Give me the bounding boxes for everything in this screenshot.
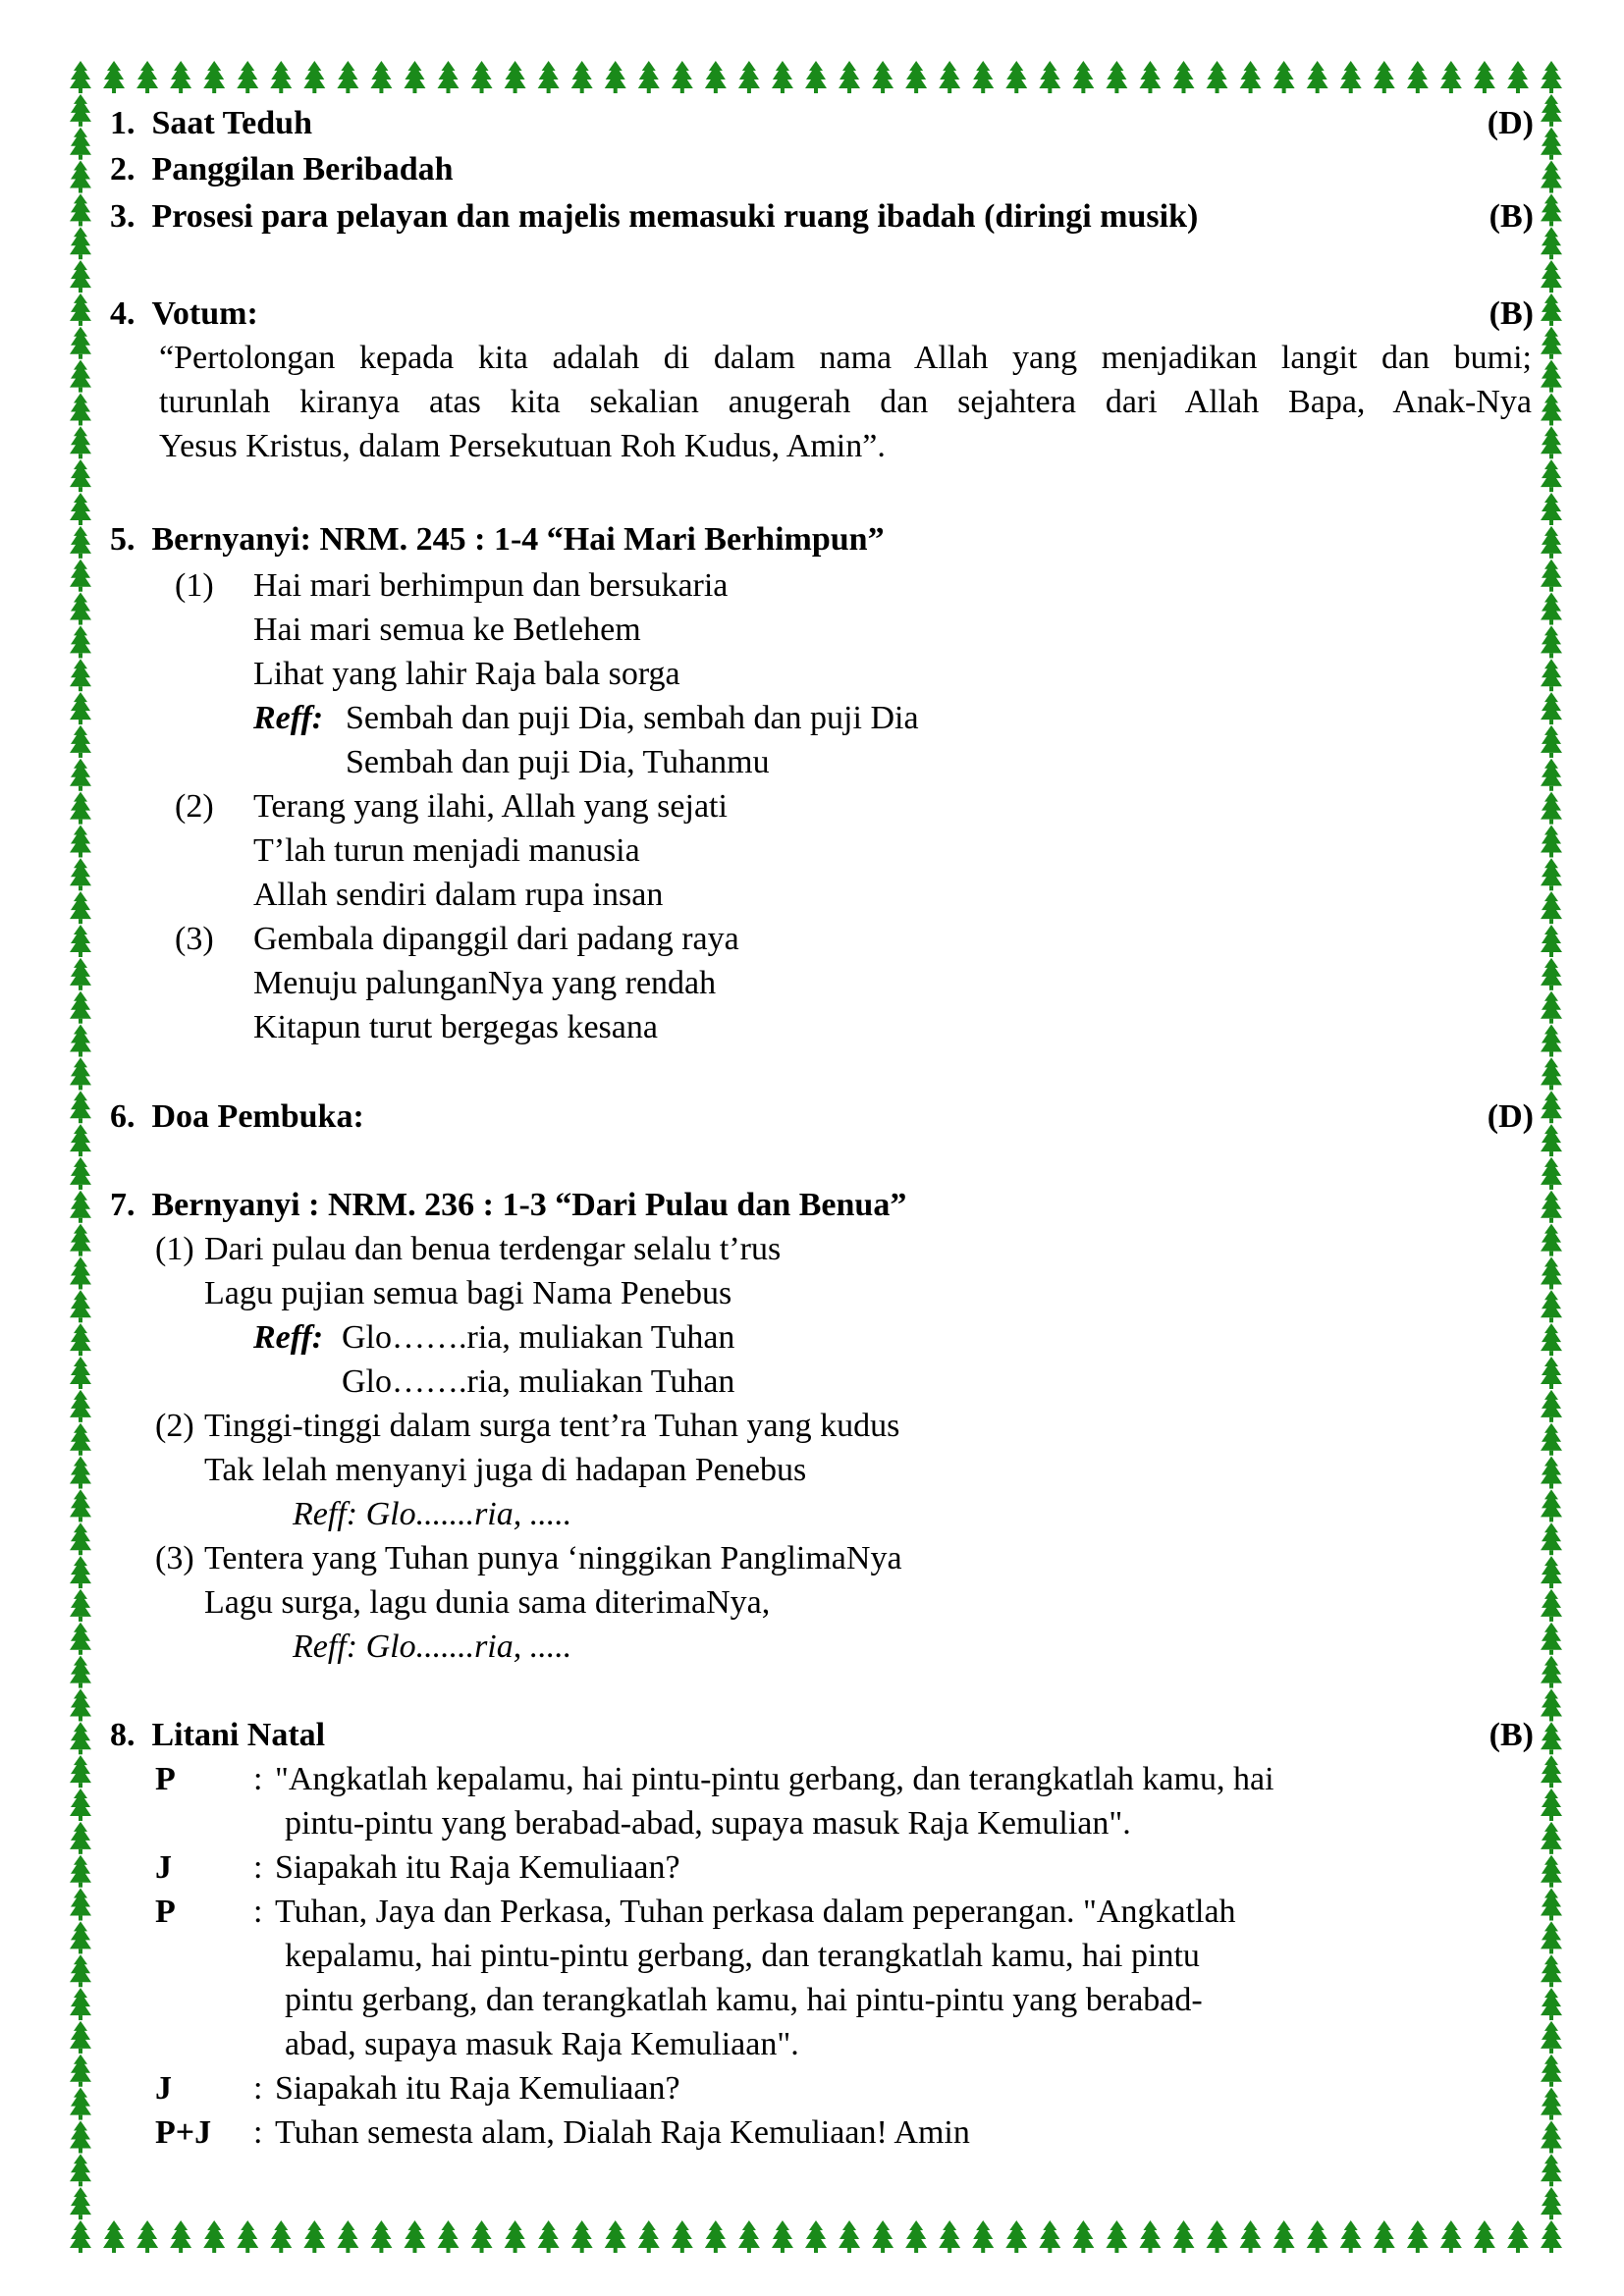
tree-icon (70, 692, 91, 724)
litany-colon: : (253, 1761, 263, 1797)
tree-icon (1139, 2220, 1161, 2253)
tree-icon (170, 61, 191, 93)
tree-icon (70, 2187, 91, 2219)
verse-number: (1) (155, 1231, 194, 1267)
tree-icon (1541, 2055, 1562, 2087)
tree-icon (70, 1623, 91, 1655)
litany-colon: : (253, 1849, 263, 1886)
tree-icon (1541, 1390, 1562, 1422)
tree-icon (70, 1954, 91, 1987)
tree-icon (1139, 61, 1161, 93)
tree-icon (1541, 925, 1562, 957)
item-3 (110, 197, 1198, 237)
tree-icon (270, 61, 292, 93)
tree-icon (70, 1988, 91, 2020)
tree-icon (705, 61, 727, 93)
tree-icon (1541, 659, 1562, 691)
tree-icon (103, 61, 125, 93)
tree-icon (70, 891, 91, 924)
lyric-line: Hai mari berhimpun dan bersukaria (253, 567, 729, 604)
tree-icon (872, 2220, 893, 2253)
tree-icon (1307, 2220, 1328, 2253)
lyric-line: Hai mari semua ke Betlehem (253, 612, 641, 648)
tree-icon (1541, 2154, 1562, 2186)
tree-icon (70, 991, 91, 1024)
tree-icon (1273, 61, 1295, 93)
tree-icon (1541, 426, 1562, 458)
tree-icon (1507, 61, 1529, 93)
tree-icon (1541, 1091, 1562, 1123)
tree-icon (1541, 1224, 1562, 1256)
litany-line: kepalamu, hai pintu-pintu gerbang, dan terangkatlah kamu, hai pintu (285, 1938, 1200, 1974)
tree-icon (1541, 193, 1562, 226)
tree-icon (1541, 958, 1562, 990)
reff-label: Reff: (253, 1319, 324, 1356)
tree-icon (70, 925, 91, 957)
tree-icon (438, 61, 460, 93)
item-2 (110, 150, 454, 189)
tree-icon (972, 2220, 994, 2253)
tree-icon (505, 2220, 526, 2253)
tree-icon (1541, 1722, 1562, 1754)
tree-icon (1541, 61, 1562, 93)
item-5 (110, 520, 885, 560)
tree-icon (70, 1357, 91, 1389)
tree-icon (1541, 1988, 1562, 2020)
tree-icon (905, 2220, 927, 2253)
tree-icon (1541, 625, 1562, 658)
tree-icon (70, 759, 91, 791)
tree-icon (70, 161, 91, 193)
tree-icon (70, 360, 91, 393)
tree-icon (1039, 2220, 1060, 2253)
tree-icon (70, 1656, 91, 1688)
tree-icon (1440, 2220, 1462, 2253)
tree-icon (70, 2055, 91, 2087)
tree-icon (772, 61, 793, 93)
tree-icon (70, 1688, 91, 1721)
tree-icon (1541, 991, 1562, 1024)
tree-icon (1240, 2220, 1262, 2253)
tree-icon (103, 2220, 125, 2253)
tree-icon (1541, 1124, 1562, 1156)
item-title: Votum: (151, 295, 258, 332)
lyric-line: T’lah turun menjadi manusia (253, 832, 640, 869)
litany-line: "Angkatlah kepalamu, hai pintu-pintu gerbang, dan terangkatlah kamu, hai (275, 1761, 1274, 1797)
tree-icon (70, 227, 91, 259)
lyric-line: Allah sendiri dalam rupa insan (253, 877, 664, 913)
tree-icon (70, 1423, 91, 1456)
tree-icon (738, 61, 760, 93)
tree-icon (70, 1091, 91, 1123)
tree-icon (70, 493, 91, 525)
role-tag: (D) (1487, 1098, 1534, 1135)
tree-icon (70, 1191, 91, 1223)
tree-icon (1541, 1556, 1562, 1588)
tree-icon (70, 61, 91, 93)
tree-icon (70, 94, 91, 127)
tree-icon (303, 61, 325, 93)
tree-icon (237, 61, 258, 93)
tree-icon (1541, 2187, 1562, 2219)
role-tag: (B) (1489, 198, 1534, 235)
role-tag: (B) (1489, 295, 1534, 332)
tree-icon (70, 393, 91, 425)
lyric-line: Sembah dan puji Dia, sembah dan puji Dia (346, 700, 919, 736)
item-number: 2. (110, 151, 135, 187)
lyric-line: Lagu surga, lagu dunia sama diterimaNya, (204, 1584, 771, 1621)
tree-icon (70, 725, 91, 758)
tree-icon (1541, 759, 1562, 791)
litany-speaker: P (155, 1894, 176, 1930)
tree-icon (1541, 1457, 1562, 1489)
tree-icon (1541, 327, 1562, 359)
item-title: Prosesi para pelayan dan majelis memasuki ruang ibadah (diringi musik) (151, 198, 1199, 235)
lyric-line: Tinggi-tinggi dalam surga tent’ra Tuhan yang kudus (204, 1408, 900, 1444)
tree-icon (1541, 1921, 1562, 1953)
tree-icon (404, 61, 425, 93)
tree-icon (1541, 1855, 1562, 1888)
tree-icon (70, 1755, 91, 1788)
tree-icon (70, 792, 91, 825)
item-number: 3. (110, 198, 135, 235)
tree-icon (1541, 493, 1562, 525)
tree-icon (70, 1390, 91, 1422)
tree-icon (203, 61, 225, 93)
tree-icon (571, 61, 593, 93)
tree-icon (1541, 1423, 1562, 1456)
tree-icon (70, 625, 91, 658)
tree-icon (1072, 2220, 1094, 2253)
litany-line: Tuhan, Jaya dan Perkasa, Tuhan perkasa dalam peperangan. "Angkatlah (275, 1894, 1236, 1930)
tree-icon (70, 426, 91, 458)
verse-number: (3) (155, 1540, 194, 1576)
tree-icon (70, 526, 91, 559)
tree-icon (638, 2220, 660, 2253)
tree-icon (203, 2220, 225, 2253)
tree-icon (1541, 1256, 1562, 1289)
item-number: 1. (110, 105, 135, 141)
reff-short: Reff: Glo.......ria, ..... (293, 1629, 572, 1665)
tree-icon (1407, 61, 1429, 93)
tree-icon (438, 2220, 460, 2253)
tree-icon (270, 2220, 292, 2253)
lyric-line: Menuju palunganNya yang rendah (253, 965, 717, 1001)
tree-icon (136, 61, 158, 93)
reff-label: Reff: (253, 700, 324, 736)
tree-icon (404, 2220, 425, 2253)
lyric-line: Tentera yang Tuhan punya ‘ninggikan PanglimaNya (204, 1540, 902, 1576)
tree-icon (605, 2220, 626, 2253)
litany-colon: : (253, 2114, 263, 2151)
tree-icon (1240, 61, 1262, 93)
tree-icon (337, 61, 358, 93)
tree-icon (605, 61, 626, 93)
tree-icon (1541, 560, 1562, 592)
tree-icon (70, 1789, 91, 1821)
item-1 (110, 104, 312, 143)
tree-icon (939, 61, 960, 93)
tree-icon (672, 61, 693, 93)
tree-icon (1340, 61, 1362, 93)
item-7 (110, 1186, 906, 1225)
tree-icon (805, 61, 827, 93)
litany-colon: : (253, 2070, 263, 2107)
tree-icon (805, 2220, 827, 2253)
tree-icon (972, 61, 994, 93)
tree-icon (1541, 1656, 1562, 1688)
tree-icon (70, 1489, 91, 1522)
item-title: Saat Teduh (151, 105, 312, 141)
lyric-line: Lihat yang lahir Raja bala sorga (253, 656, 680, 692)
tree-icon (303, 2220, 325, 2253)
tree-icon (839, 2220, 860, 2253)
tree-icon (1207, 61, 1228, 93)
tree-icon (705, 2220, 727, 2253)
litany-line: Siapakah itu Raja Kemuliaan? (275, 1849, 680, 1886)
tree-icon (70, 2088, 91, 2120)
litany-speaker: J (155, 1849, 172, 1886)
tree-icon (672, 2220, 693, 2253)
tree-icon (1541, 725, 1562, 758)
lyric-line: Kitapun turut bergegas kesana (253, 1009, 658, 1045)
tree-icon (70, 459, 91, 492)
tree-icon (1541, 94, 1562, 127)
tree-icon (70, 560, 91, 592)
tree-icon (1541, 260, 1562, 293)
tree-icon (70, 1124, 91, 1156)
item-title: Panggilan Beribadah (151, 151, 454, 187)
tree-icon (571, 2220, 593, 2253)
tree-icon (1106, 2220, 1127, 2253)
litany-colon: : (253, 1894, 263, 1930)
tree-icon (772, 2220, 793, 2253)
tree-icon (170, 2220, 191, 2253)
tree-icon (1440, 61, 1462, 93)
item-number: 5. (110, 521, 135, 558)
tree-icon (1541, 1789, 1562, 1821)
role-tag: (D) (1487, 105, 1534, 141)
tree-icon (1005, 2220, 1027, 2253)
tree-icon (70, 2021, 91, 2054)
tree-icon (1541, 227, 1562, 259)
tree-icon (1541, 1688, 1562, 1721)
litany-line: pintu gerbang, dan terangkatlah kamu, hai pintu-pintu yang berabad- (285, 1982, 1203, 2018)
tree-icon (1541, 161, 1562, 193)
lyric-line: Terang yang ilahi, Allah yang sejati (253, 788, 728, 825)
tree-icon (538, 2220, 560, 2253)
tree-icon (70, 1057, 91, 1090)
tree-icon (70, 825, 91, 857)
tree-icon (505, 61, 526, 93)
litany-speaker: P (155, 1761, 176, 1797)
tree-icon (1541, 1489, 1562, 1522)
tree-icon (370, 2220, 392, 2253)
votum-text: “Pertolongan kepada kita adalah di dalam nama Allah yang menjadikan langit dan bumi; turunlah kiranya atas kita sekalian anugerah dan sejahtera dari Allah Bapa, Anak-Nya Yesus Kristus, dalam Persekutuan Roh Kudus, Amin”. (159, 340, 1532, 464)
tree-icon (70, 1522, 91, 1555)
tree-icon (471, 61, 493, 93)
tree-icon (1207, 2220, 1228, 2253)
tree-icon (1407, 2220, 1429, 2253)
tree-icon (70, 2220, 91, 2253)
verse-number: (2) (155, 1408, 194, 1444)
verse-number: (2) (175, 788, 214, 825)
tree-icon (1374, 2220, 1395, 2253)
tree-icon (1541, 1323, 1562, 1356)
tree-icon (1374, 61, 1395, 93)
tree-icon (1541, 1357, 1562, 1389)
tree-icon (1541, 1623, 1562, 1655)
tree-icon (1541, 1025, 1562, 1057)
tree-icon (70, 260, 91, 293)
tree-icon (1541, 891, 1562, 924)
tree-icon (471, 2220, 493, 2253)
tree-icon (1541, 692, 1562, 724)
tree-icon (1173, 61, 1195, 93)
item-8 (110, 1716, 325, 1755)
litany-line: Siapakah itu Raja Kemuliaan? (275, 2070, 680, 2107)
item-number: 4. (110, 295, 135, 332)
tree-icon (872, 61, 893, 93)
tree-icon (136, 2220, 158, 2253)
tree-icon (1541, 526, 1562, 559)
tree-icon (1541, 459, 1562, 492)
tree-icon (1541, 593, 1562, 625)
item-title: Bernyanyi : NRM. 236 : 1-3 “Dari Pulau dan Benua” (151, 1187, 907, 1223)
tree-icon (70, 958, 91, 990)
tree-icon (70, 1256, 91, 1289)
tree-icon (70, 294, 91, 326)
lyric-line: Gembala dipanggil dari padang raya (253, 921, 739, 957)
tree-icon (337, 2220, 358, 2253)
tree-icon (70, 1589, 91, 1622)
tree-icon (1541, 1157, 1562, 1190)
litany-speaker: J (155, 2070, 172, 2107)
tree-icon (1541, 1822, 1562, 1854)
tree-icon (70, 1921, 91, 1953)
tree-icon (1541, 1522, 1562, 1555)
tree-icon (70, 1323, 91, 1356)
tree-icon (70, 858, 91, 890)
tree-icon (1541, 1290, 1562, 1322)
item-title: Litani Natal (151, 1717, 326, 1753)
tree-icon (1340, 2220, 1362, 2253)
tree-icon (1507, 2220, 1529, 2253)
tree-icon (1541, 393, 1562, 425)
tree-icon (70, 2120, 91, 2153)
tree-icon (939, 2220, 960, 2253)
tree-icon (1541, 1889, 1562, 1921)
tree-icon (905, 61, 927, 93)
item-number: 7. (110, 1187, 135, 1223)
tree-icon (70, 128, 91, 160)
tree-icon (1541, 1954, 1562, 1987)
item-title: Bernyanyi: NRM. 245 : 1-4 “Hai Mari Berhimpun” (151, 521, 885, 558)
tree-icon (70, 1889, 91, 1921)
item-4 (110, 294, 258, 334)
tree-icon (70, 1855, 91, 1888)
tree-icon (1541, 2120, 1562, 2153)
tree-icon (70, 1025, 91, 1057)
reff-short: Reff: Glo.......ria, ..... (293, 1496, 572, 1532)
tree-icon (1541, 1057, 1562, 1090)
tree-icon (1474, 2220, 1495, 2253)
tree-icon (1541, 858, 1562, 890)
tree-icon (1106, 61, 1127, 93)
role-tag: (B) (1489, 1717, 1534, 1753)
lyric-line: Lagu pujian semua bagi Nama Penebus (204, 1275, 732, 1311)
tree-icon (1072, 61, 1094, 93)
tree-icon (1474, 61, 1495, 93)
verse-number: (1) (175, 567, 214, 604)
tree-icon (1541, 2220, 1562, 2253)
tree-icon (738, 2220, 760, 2253)
tree-icon (70, 1457, 91, 1489)
item-6 (110, 1097, 364, 1137)
item-number: 8. (110, 1717, 135, 1753)
tree-icon (70, 1224, 91, 1256)
litany-line: abad, supaya masuk Raja Kemuliaan". (285, 2026, 799, 2062)
tree-icon (70, 593, 91, 625)
tree-icon (70, 193, 91, 226)
litany-speaker: P+J (155, 2114, 212, 2151)
tree-icon (70, 1157, 91, 1190)
tree-icon (638, 61, 660, 93)
tree-icon (1173, 2220, 1195, 2253)
tree-icon (1541, 1191, 1562, 1223)
lyric-line: Glo…….ria, muliakan Tuhan (342, 1363, 735, 1400)
tree-icon (70, 1822, 91, 1854)
tree-icon (1307, 61, 1328, 93)
litany-line: Tuhan semesta alam, Dialah Raja Kemuliaan! Amin (275, 2114, 970, 2151)
tree-icon (70, 327, 91, 359)
tree-icon (1541, 2088, 1562, 2120)
lyric-line: Glo…….ria, muliakan Tuhan (342, 1319, 735, 1356)
tree-icon (1541, 825, 1562, 857)
tree-icon (1541, 128, 1562, 160)
tree-icon (538, 61, 560, 93)
tree-icon (237, 2220, 258, 2253)
litany-line: pintu-pintu yang berabad-abad, supaya masuk Raja Kemulian". (285, 1805, 1131, 1842)
lyric-line: Tak lelah menyanyi juga di hadapan Penebus (204, 1452, 807, 1488)
tree-icon (839, 61, 860, 93)
lyric-line: Sembah dan puji Dia, Tuhanmu (346, 744, 770, 780)
tree-icon (1541, 1589, 1562, 1622)
tree-icon (1005, 61, 1027, 93)
lyric-line: Dari pulau dan benua terdengar selalu t’rus (204, 1231, 782, 1267)
tree-icon (1541, 792, 1562, 825)
item-number: 6. (110, 1098, 135, 1135)
item-title: Doa Pembuka: (151, 1098, 364, 1135)
tree-icon (1273, 2220, 1295, 2253)
tree-icon (70, 659, 91, 691)
tree-icon (70, 1290, 91, 1322)
tree-icon (1541, 2021, 1562, 2054)
tree-icon (70, 1556, 91, 1588)
verse-number: (3) (175, 921, 214, 957)
tree-icon (1541, 294, 1562, 326)
tree-icon (70, 2154, 91, 2186)
tree-icon (1541, 360, 1562, 393)
tree-icon (1541, 1755, 1562, 1788)
tree-icon (370, 61, 392, 93)
tree-icon (1039, 61, 1060, 93)
tree-icon (70, 1722, 91, 1754)
